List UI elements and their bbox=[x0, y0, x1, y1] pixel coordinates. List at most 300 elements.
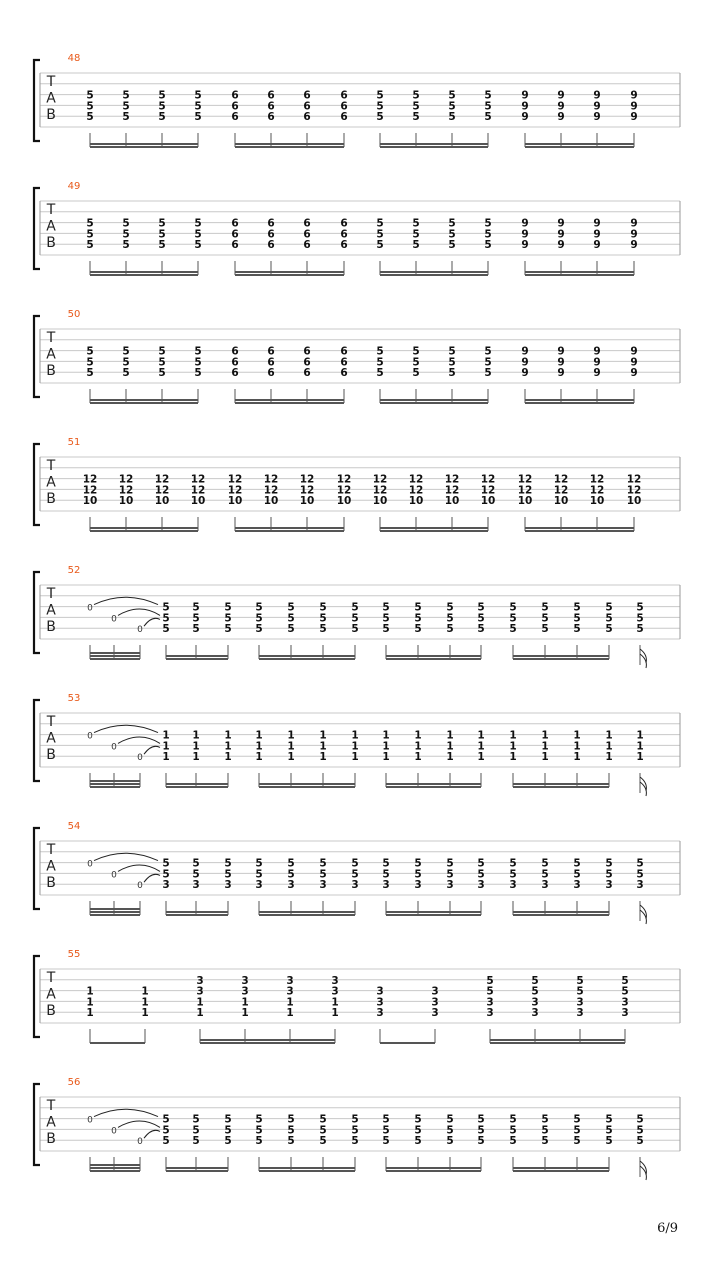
fret-number: 1 bbox=[636, 751, 644, 764]
slide-slur bbox=[144, 618, 160, 626]
fret-number: 1 bbox=[605, 729, 613, 742]
fret-number: 3 bbox=[241, 985, 249, 998]
fret-number: 5 bbox=[573, 1124, 581, 1137]
tab-label-t: T bbox=[46, 1098, 56, 1114]
fret-number: 5 bbox=[531, 985, 539, 998]
fret-number: 5 bbox=[86, 356, 94, 369]
fret-number: 5 bbox=[414, 1124, 422, 1137]
fret-number: 12 bbox=[589, 484, 605, 497]
fret-number: 5 bbox=[86, 217, 94, 230]
fret-number: 12 bbox=[154, 473, 170, 486]
fret-number: 5 bbox=[86, 228, 94, 241]
fret-number: 6 bbox=[303, 100, 311, 113]
fret-number: 12 bbox=[553, 484, 569, 497]
fret-number: 5 bbox=[448, 367, 456, 380]
tab-system bbox=[34, 821, 680, 924]
fret-number: 5 bbox=[86, 100, 94, 113]
fret-number: 5 bbox=[541, 857, 549, 870]
fret-number: 6 bbox=[231, 345, 239, 358]
fret-number: 5 bbox=[382, 623, 390, 636]
fret-number: 5 bbox=[382, 857, 390, 870]
fret-number: 5 bbox=[224, 857, 232, 870]
fret-number: 5 bbox=[573, 1135, 581, 1148]
fret-number: 5 bbox=[414, 623, 422, 636]
fret-number: 5 bbox=[477, 601, 485, 614]
fret-number: 5 bbox=[351, 1124, 359, 1137]
fret-number: 1 bbox=[224, 740, 232, 753]
fret-number: 1 bbox=[86, 996, 94, 1009]
fret-number: 9 bbox=[630, 356, 638, 369]
fret-number: 5 bbox=[446, 868, 454, 881]
fret-number: 1 bbox=[636, 740, 644, 753]
fret-number: 5 bbox=[477, 868, 485, 881]
fret-number: 5 bbox=[484, 345, 492, 358]
fret-number: 5 bbox=[412, 89, 420, 102]
fret-number: 6 bbox=[231, 228, 239, 241]
fret-number: 5 bbox=[541, 868, 549, 881]
measure-number: 49 bbox=[67, 181, 81, 192]
fret-number: 5 bbox=[605, 623, 613, 636]
tab-label-b: B bbox=[46, 875, 56, 891]
fret-number: 1 bbox=[509, 729, 517, 742]
fret-number: 5 bbox=[484, 111, 492, 124]
fret-number: 5 bbox=[484, 228, 492, 241]
fret-number: 5 bbox=[573, 601, 581, 614]
fret-number: 5 bbox=[376, 100, 384, 113]
fret-number: 1 bbox=[636, 729, 644, 742]
fret-number: 5 bbox=[486, 974, 494, 987]
fret-number: 5 bbox=[382, 612, 390, 625]
fret-number: 12 bbox=[372, 484, 388, 497]
fret-number: 5 bbox=[541, 1124, 549, 1137]
fret-number: 5 bbox=[162, 601, 170, 614]
fret-number: 3 bbox=[255, 879, 263, 892]
fret-number: 5 bbox=[158, 217, 166, 230]
fret-number: 5 bbox=[194, 228, 202, 241]
fret-number: 5 bbox=[122, 111, 130, 124]
fret-number: 3 bbox=[431, 1007, 439, 1020]
fret-number: 5 bbox=[412, 100, 420, 113]
fret-number: 9 bbox=[630, 111, 638, 124]
open-string-note: 0 bbox=[87, 603, 93, 614]
fret-number: 5 bbox=[122, 89, 130, 102]
fret-number: 12 bbox=[589, 473, 605, 486]
fret-number: 3 bbox=[431, 996, 439, 1009]
fret-number: 9 bbox=[630, 89, 638, 102]
fret-number: 5 bbox=[86, 111, 94, 124]
fret-number: 9 bbox=[521, 89, 529, 102]
fret-number: 9 bbox=[521, 228, 529, 241]
fret-number: 5 bbox=[636, 857, 644, 870]
fret-number: 1 bbox=[224, 751, 232, 764]
fret-number: 5 bbox=[86, 239, 94, 252]
fret-number: 9 bbox=[557, 89, 565, 102]
fret-number: 6 bbox=[267, 239, 275, 252]
fret-number: 3 bbox=[486, 996, 494, 1009]
fret-number: 5 bbox=[541, 601, 549, 614]
fret-number: 1 bbox=[192, 751, 200, 764]
fret-number: 5 bbox=[446, 1124, 454, 1137]
fret-number: 5 bbox=[192, 601, 200, 614]
fret-number: 5 bbox=[484, 239, 492, 252]
fret-number: 10 bbox=[82, 495, 98, 508]
fret-number: 5 bbox=[319, 857, 327, 870]
open-string-note: 0 bbox=[111, 614, 117, 625]
fret-number: 5 bbox=[192, 857, 200, 870]
fret-number: 5 bbox=[319, 1113, 327, 1126]
fret-number: 9 bbox=[557, 217, 565, 230]
fret-number: 3 bbox=[541, 879, 549, 892]
fret-number: 6 bbox=[267, 356, 275, 369]
fret-number: 5 bbox=[162, 1113, 170, 1126]
fret-number: 6 bbox=[340, 367, 348, 380]
fret-number: 1 bbox=[541, 740, 549, 753]
fret-number: 12 bbox=[444, 473, 460, 486]
fret-number: 6 bbox=[340, 111, 348, 124]
fret-number: 5 bbox=[446, 612, 454, 625]
fret-number: 3 bbox=[531, 1007, 539, 1020]
fret-number: 1 bbox=[541, 729, 549, 742]
fret-number: 5 bbox=[351, 868, 359, 881]
fret-number: 5 bbox=[382, 1124, 390, 1137]
fret-number: 9 bbox=[630, 217, 638, 230]
fret-number: 5 bbox=[446, 857, 454, 870]
fret-number: 5 bbox=[477, 623, 485, 636]
fret-number: 1 bbox=[319, 751, 327, 764]
tab-label-t: T bbox=[46, 714, 56, 730]
fret-number: 6 bbox=[231, 367, 239, 380]
fret-number: 5 bbox=[576, 974, 584, 987]
fret-number: 1 bbox=[446, 740, 454, 753]
open-string-note: 0 bbox=[87, 1115, 93, 1126]
fret-number: 5 bbox=[122, 239, 130, 252]
fret-number: 1 bbox=[196, 1007, 204, 1020]
open-string-note: 0 bbox=[111, 742, 117, 753]
fret-number: 3 bbox=[576, 996, 584, 1009]
fret-number: 5 bbox=[158, 239, 166, 252]
fret-number: 5 bbox=[414, 868, 422, 881]
slide-slur bbox=[118, 737, 160, 743]
fret-number: 1 bbox=[287, 751, 295, 764]
fret-number: 3 bbox=[351, 879, 359, 892]
fret-number: 6 bbox=[231, 89, 239, 102]
fret-number: 3 bbox=[531, 996, 539, 1009]
fret-number: 1 bbox=[446, 751, 454, 764]
fret-number: 5 bbox=[448, 228, 456, 241]
fret-number: 5 bbox=[636, 868, 644, 881]
fret-number: 9 bbox=[521, 345, 529, 358]
fret-number: 5 bbox=[509, 1113, 517, 1126]
fret-number: 1 bbox=[382, 740, 390, 753]
fret-number: 5 bbox=[573, 1113, 581, 1126]
fret-number: 10 bbox=[336, 495, 352, 508]
tab-label-t: T bbox=[46, 458, 56, 474]
fret-number: 12 bbox=[553, 473, 569, 486]
fret-number: 5 bbox=[224, 1113, 232, 1126]
open-string-note: 0 bbox=[87, 731, 93, 742]
fret-number: 5 bbox=[412, 111, 420, 124]
fret-number: 10 bbox=[589, 495, 605, 508]
open-string-note: 0 bbox=[137, 881, 143, 892]
fret-number: 12 bbox=[336, 473, 352, 486]
fret-number: 1 bbox=[573, 751, 581, 764]
fret-number: 3 bbox=[331, 974, 339, 987]
tab-system bbox=[34, 1077, 680, 1180]
tab-label-t: T bbox=[46, 586, 56, 602]
fret-number: 5 bbox=[351, 1135, 359, 1148]
tab-label-b: B bbox=[46, 1003, 56, 1019]
fret-number: 5 bbox=[448, 345, 456, 358]
fret-number: 6 bbox=[267, 89, 275, 102]
fret-number: 1 bbox=[141, 985, 149, 998]
fret-number: 12 bbox=[372, 473, 388, 486]
open-string-note: 0 bbox=[137, 753, 143, 764]
fret-number: 9 bbox=[521, 239, 529, 252]
fret-number: 5 bbox=[484, 100, 492, 113]
fret-number: 9 bbox=[557, 356, 565, 369]
tab-label-t: T bbox=[46, 970, 56, 986]
fret-number: 5 bbox=[573, 868, 581, 881]
fret-number: 5 bbox=[605, 868, 613, 881]
fret-number: 5 bbox=[376, 89, 384, 102]
fret-number: 5 bbox=[382, 868, 390, 881]
fret-number: 1 bbox=[605, 751, 613, 764]
fret-number: 9 bbox=[593, 367, 601, 380]
fret-number: 5 bbox=[192, 612, 200, 625]
fret-number: 5 bbox=[351, 601, 359, 614]
fret-number: 5 bbox=[224, 601, 232, 614]
tab-label-a: A bbox=[46, 218, 56, 235]
fret-number: 5 bbox=[621, 985, 629, 998]
fret-number: 3 bbox=[621, 1007, 629, 1020]
slide-slur bbox=[118, 865, 160, 871]
tab-system bbox=[34, 949, 680, 1043]
fret-number: 5 bbox=[192, 1124, 200, 1137]
fret-number: 5 bbox=[122, 345, 130, 358]
fret-number: 5 bbox=[605, 1124, 613, 1137]
fret-number: 5 bbox=[509, 868, 517, 881]
fret-number: 5 bbox=[541, 623, 549, 636]
fret-number: 5 bbox=[287, 857, 295, 870]
fret-number: 3 bbox=[376, 1007, 384, 1020]
fret-number: 5 bbox=[541, 612, 549, 625]
fret-number: 5 bbox=[351, 612, 359, 625]
fret-number: 5 bbox=[194, 89, 202, 102]
fret-number: 9 bbox=[593, 100, 601, 113]
fret-number: 3 bbox=[376, 996, 384, 1009]
fret-number: 10 bbox=[408, 495, 424, 508]
fret-number: 5 bbox=[162, 612, 170, 625]
fret-number: 1 bbox=[192, 729, 200, 742]
fret-number: 5 bbox=[287, 1124, 295, 1137]
fret-number: 6 bbox=[303, 89, 311, 102]
fret-number: 5 bbox=[605, 612, 613, 625]
fret-number: 6 bbox=[267, 367, 275, 380]
fret-number: 1 bbox=[162, 740, 170, 753]
fret-number: 5 bbox=[162, 623, 170, 636]
fret-number: 5 bbox=[376, 217, 384, 230]
tab-label-a: A bbox=[46, 986, 56, 1003]
fret-number: 5 bbox=[376, 367, 384, 380]
fret-number: 1 bbox=[241, 996, 249, 1009]
fret-number: 5 bbox=[446, 1113, 454, 1126]
fret-number: 5 bbox=[412, 356, 420, 369]
fret-number: 1 bbox=[446, 729, 454, 742]
fret-number: 5 bbox=[412, 239, 420, 252]
fret-number: 5 bbox=[448, 356, 456, 369]
fret-number: 5 bbox=[194, 356, 202, 369]
fret-number: 5 bbox=[194, 345, 202, 358]
fret-number: 9 bbox=[593, 345, 601, 358]
tab-label-b: B bbox=[46, 747, 56, 763]
fret-number: 5 bbox=[636, 601, 644, 614]
fret-number: 5 bbox=[162, 857, 170, 870]
measure-number: 54 bbox=[67, 821, 81, 832]
fret-number: 5 bbox=[158, 356, 166, 369]
fret-number: 5 bbox=[255, 1124, 263, 1137]
fret-number: 5 bbox=[192, 1113, 200, 1126]
fret-number: 6 bbox=[231, 217, 239, 230]
fret-number: 5 bbox=[162, 1135, 170, 1148]
fret-number: 5 bbox=[122, 217, 130, 230]
slide-slur bbox=[94, 1109, 158, 1116]
fret-number: 10 bbox=[263, 495, 279, 508]
fret-number: 5 bbox=[255, 868, 263, 881]
fret-number: 9 bbox=[521, 356, 529, 369]
fret-number: 1 bbox=[286, 1007, 294, 1020]
tab-label-b: B bbox=[46, 363, 56, 379]
fret-number: 10 bbox=[299, 495, 315, 508]
fret-number: 5 bbox=[414, 612, 422, 625]
fret-number: 3 bbox=[224, 879, 232, 892]
fret-number: 6 bbox=[303, 356, 311, 369]
fret-number: 5 bbox=[158, 89, 166, 102]
fret-number: 10 bbox=[626, 495, 642, 508]
fret-number: 10 bbox=[553, 495, 569, 508]
fret-number: 5 bbox=[86, 89, 94, 102]
fret-number: 1 bbox=[351, 751, 359, 764]
fret-number: 5 bbox=[486, 985, 494, 998]
tab-label-b: B bbox=[46, 491, 56, 507]
fret-number: 5 bbox=[484, 367, 492, 380]
fret-number: 12 bbox=[299, 484, 315, 497]
fret-number: 9 bbox=[557, 228, 565, 241]
fret-number: 9 bbox=[521, 367, 529, 380]
fret-number: 5 bbox=[194, 239, 202, 252]
tab-system bbox=[34, 565, 680, 668]
fret-number: 9 bbox=[630, 239, 638, 252]
fret-number: 5 bbox=[287, 601, 295, 614]
fret-number: 12 bbox=[190, 484, 206, 497]
fret-number: 5 bbox=[224, 868, 232, 881]
fret-number: 12 bbox=[118, 484, 134, 497]
fret-number: 1 bbox=[573, 729, 581, 742]
fret-number: 5 bbox=[636, 612, 644, 625]
fret-number: 12 bbox=[263, 473, 279, 486]
fret-number: 5 bbox=[224, 1124, 232, 1137]
slide-slur bbox=[94, 725, 158, 732]
tab-label-b: B bbox=[46, 107, 56, 123]
fret-number: 1 bbox=[351, 729, 359, 742]
fret-number: 5 bbox=[509, 601, 517, 614]
fret-number: 5 bbox=[412, 345, 420, 358]
measure-number: 52 bbox=[67, 565, 81, 576]
fret-number: 5 bbox=[484, 356, 492, 369]
fret-number: 10 bbox=[444, 495, 460, 508]
fret-number: 5 bbox=[224, 1135, 232, 1148]
fret-number: 5 bbox=[382, 601, 390, 614]
slide-slur bbox=[118, 1121, 160, 1127]
fret-number: 1 bbox=[414, 751, 422, 764]
tab-system bbox=[34, 181, 680, 275]
system-bracket bbox=[34, 444, 40, 525]
fret-number: 9 bbox=[521, 111, 529, 124]
open-string-note: 0 bbox=[137, 1137, 143, 1148]
tab-label-a: A bbox=[46, 602, 56, 619]
tab-label-b: B bbox=[46, 235, 56, 251]
system-bracket bbox=[34, 572, 40, 653]
fret-number: 12 bbox=[517, 473, 533, 486]
fret-number: 9 bbox=[521, 217, 529, 230]
slide-slur bbox=[144, 746, 160, 754]
fret-number: 5 bbox=[319, 623, 327, 636]
fret-number: 5 bbox=[621, 974, 629, 987]
fret-number: 5 bbox=[319, 1135, 327, 1148]
fret-number: 5 bbox=[122, 228, 130, 241]
tab-label-a: A bbox=[46, 858, 56, 875]
fret-number: 9 bbox=[557, 345, 565, 358]
fret-number: 5 bbox=[414, 1135, 422, 1148]
fret-number: 1 bbox=[605, 740, 613, 753]
fret-number: 6 bbox=[267, 217, 275, 230]
fret-number: 5 bbox=[224, 623, 232, 636]
fret-number: 5 bbox=[194, 367, 202, 380]
fret-number: 12 bbox=[336, 484, 352, 497]
fret-number: 1 bbox=[255, 729, 263, 742]
fret-number: 3 bbox=[287, 879, 295, 892]
fret-number: 12 bbox=[444, 484, 460, 497]
fret-number: 5 bbox=[255, 1113, 263, 1126]
fret-number: 5 bbox=[573, 857, 581, 870]
fret-number: 5 bbox=[382, 1113, 390, 1126]
fret-number: 5 bbox=[287, 1113, 295, 1126]
fret-number: 6 bbox=[303, 111, 311, 124]
fret-number: 1 bbox=[224, 729, 232, 742]
fret-number: 5 bbox=[446, 623, 454, 636]
fret-number: 5 bbox=[448, 111, 456, 124]
fret-number: 5 bbox=[287, 623, 295, 636]
fret-number: 5 bbox=[509, 612, 517, 625]
fret-number: 5 bbox=[477, 1113, 485, 1126]
system-bracket bbox=[34, 60, 40, 141]
fret-number: 10 bbox=[118, 495, 134, 508]
fret-number: 3 bbox=[192, 879, 200, 892]
fret-number: 3 bbox=[319, 879, 327, 892]
system-bracket bbox=[34, 828, 40, 909]
fret-number: 5 bbox=[194, 111, 202, 124]
fret-number: 1 bbox=[319, 740, 327, 753]
fret-number: 12 bbox=[626, 473, 642, 486]
fret-number: 5 bbox=[192, 868, 200, 881]
fret-number: 5 bbox=[412, 217, 420, 230]
tab-label-t: T bbox=[46, 842, 56, 858]
fret-number: 6 bbox=[340, 345, 348, 358]
fret-number: 5 bbox=[414, 601, 422, 614]
page-number: 6/9 bbox=[657, 1221, 678, 1236]
fret-number: 6 bbox=[340, 239, 348, 252]
fret-number: 9 bbox=[593, 89, 601, 102]
fret-number: 5 bbox=[605, 857, 613, 870]
